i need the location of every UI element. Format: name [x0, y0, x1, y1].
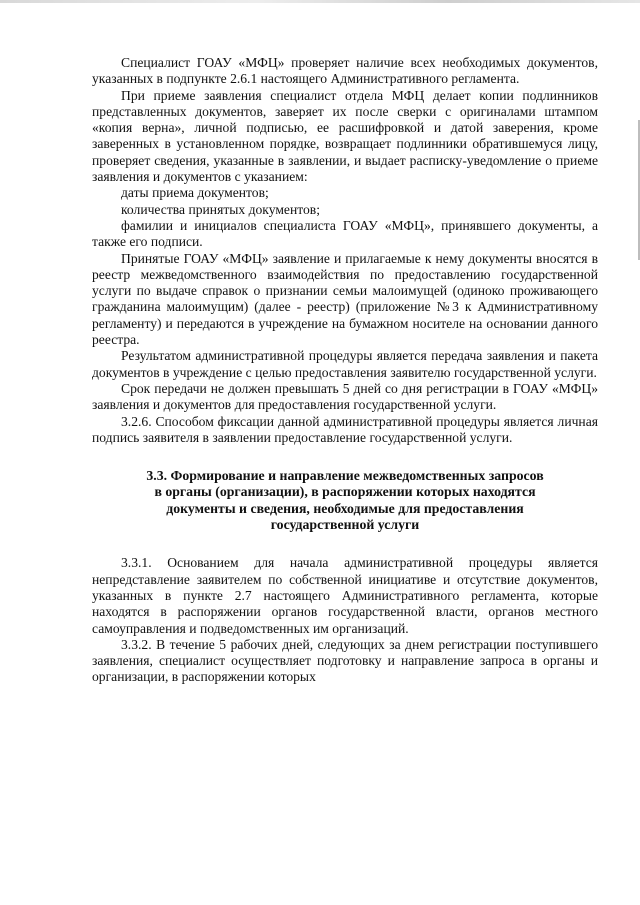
heading-line: 3.3. Формирование и направление межведомственных запросов	[146, 468, 544, 484]
section-heading-3-3	[92, 468, 598, 533]
paragraph-result: Результатом административной процедуры является передача заявления и пакета документов в учреждение с целью предоставления заявителю государственной услуги.	[92, 348, 598, 380]
heading-line: документы и сведения, необходимые для предоставления	[166, 500, 524, 516]
paragraph-specialist-name: фамилии и инициалов специалиста ГОАУ «МФЦ», принявшего документы, а также его подписи.	[92, 217, 598, 250]
paragraph-reception: При приеме заявления специалист отдела МФЦ делает копии подлинников представленных документов, заверяет их после сверки с оригиналами штампом «копия верна», личной подписью, ее расшифровкой и датой заверения, кроме заверенных в установленном порядке, возвращает подлинники обратившемуся лицу, проверяет сведения, указанные в заявлении, и выдает расписку-уведомление о приеме заявления и документов с указанием:	[92, 87, 598, 185]
paragraph-registry: Принятые ГОАУ «МФЦ» заявление и прилагаемые к нему документы вносятся в реестр межведомственного взаимодействия по предоставлению государственной услуги по выдаче справок о признании семьи малоимущей (одиноко проживающего гражданина малоимущим) (далее - реестр) (приложение №3 к Административному регламенту) и передаются в учреждение на бумажном носителе на основании данного реестра.	[92, 250, 598, 348]
paragraph-deadline: Срок передачи не должен превышать 5 дней со дня регистрации в ГОАУ «МФЦ» заявления и документов для предоставления государственной услуги.	[92, 380, 598, 413]
list-item-date: даты приема документов;	[121, 185, 269, 201]
heading-line: в органы (организации), в распоряжении которых находятся	[154, 484, 536, 500]
paragraph-3-3-2: 3.3.2. В течение 5 рабочих дней, следующих за днем регистрации поступившего заявления, специалист осуществляет подготовку и направление запроса в органы и организации, в распоряжении которых	[92, 636, 598, 685]
paragraph-check-documents: Специалист ГОАУ «МФЦ» проверяет наличие всех необходимых документов, указанных в подпункте 2.6.1 настоящего Административного регламента.	[92, 55, 598, 87]
paragraph-3-3-1: 3.3.1. Основанием для начала административной процедуры является непредставление заявителем по собственной инициативе и отсутствие документов, указанных в пункте 2.7 настоящего Административного регламента, которые находятся в распоряжении органов государственной власти, органов местного самоуправления и подведомственных им организаций.	[92, 555, 598, 636]
document-page	[92, 55, 598, 686]
scan-edge-top	[0, 0, 640, 3]
heading-line: государственной услуги	[270, 517, 420, 533]
paragraph-3-2-6: 3.2.6. Способом фиксации данной административной процедуры является личная подпись заявителя в заявлении предоставление государственной услуги.	[92, 413, 598, 445]
list-item-count: количества принятых документов;	[121, 201, 320, 217]
